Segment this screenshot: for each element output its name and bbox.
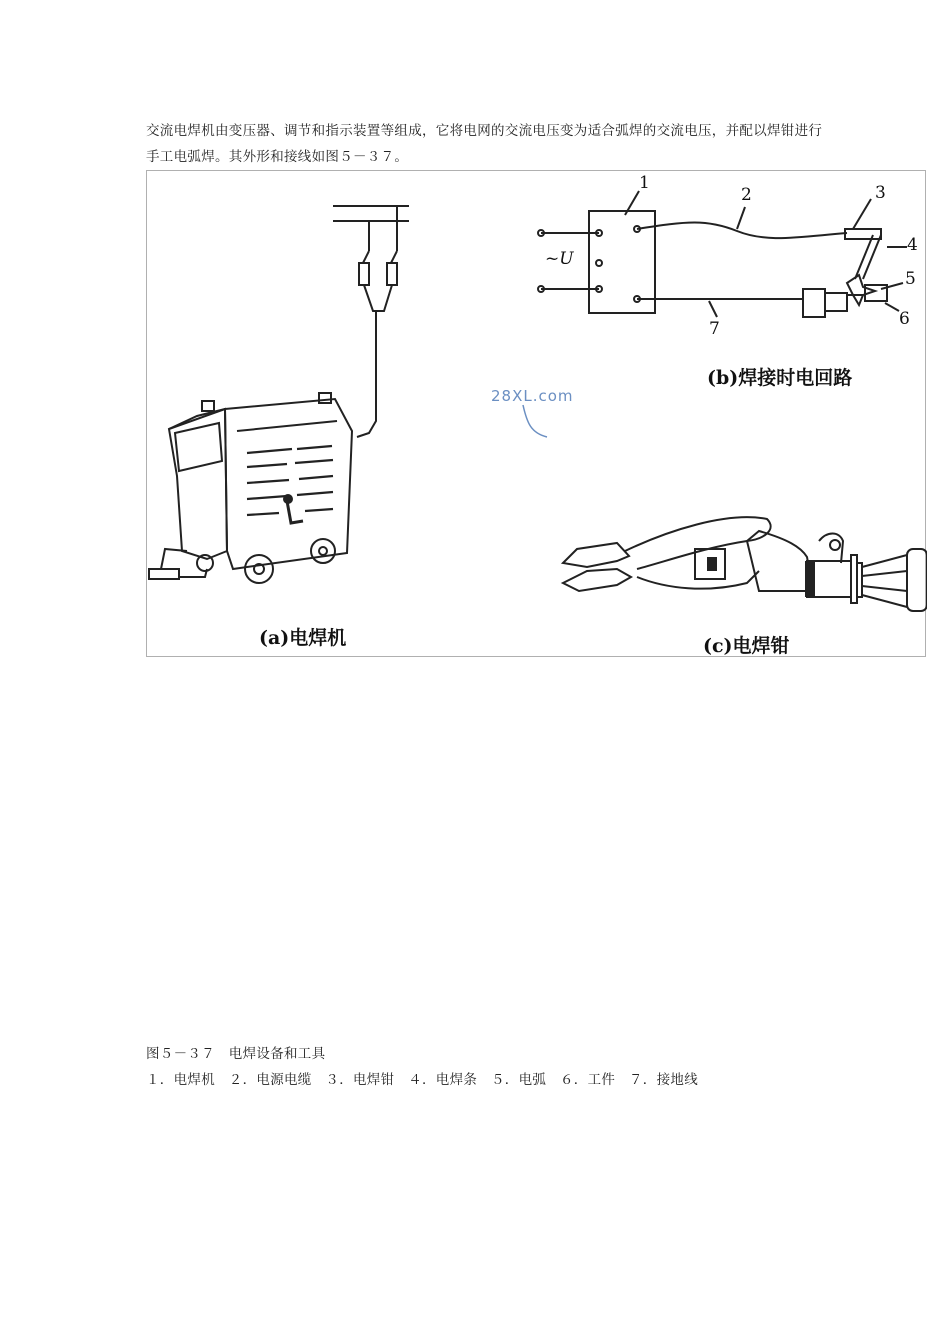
figure-caption-legend: １．电焊机 ２．电源电缆 ３．电焊钳 ４．电焊条 ５．电弧 ６．工件 ７．接地线	[146, 1072, 698, 1088]
intro-paragraph: 交流电焊机由变压器、调节和指示装置等组成，它将电网的交流电压变为适合弧焊的交流电压，并配以焊钳进行手工电弧焊。其外形和接线如图５－３７。	[146, 123, 823, 165]
callout-4: 4	[907, 235, 918, 255]
figure-caption-title: 图５－３７ 电焊设备和工具	[146, 1046, 326, 1062]
callout-3: 3	[875, 183, 886, 203]
panel-b-label: (b)焊接时电回路	[707, 367, 853, 389]
voltage-symbol: ~U	[545, 249, 574, 269]
callout-7: 7	[709, 319, 720, 339]
figure-illustration	[147, 171, 927, 658]
watermark: 28XL.com	[491, 387, 574, 405]
welding-figure	[146, 170, 926, 657]
callout-6: 6	[899, 309, 910, 329]
callout-2: 2	[741, 185, 752, 205]
callout-5: 5	[905, 269, 916, 289]
callout-1: 1	[639, 173, 650, 193]
panel-c-label: (c)电焊钳	[703, 635, 790, 657]
panel-a-label: (a)电焊机	[259, 627, 347, 649]
